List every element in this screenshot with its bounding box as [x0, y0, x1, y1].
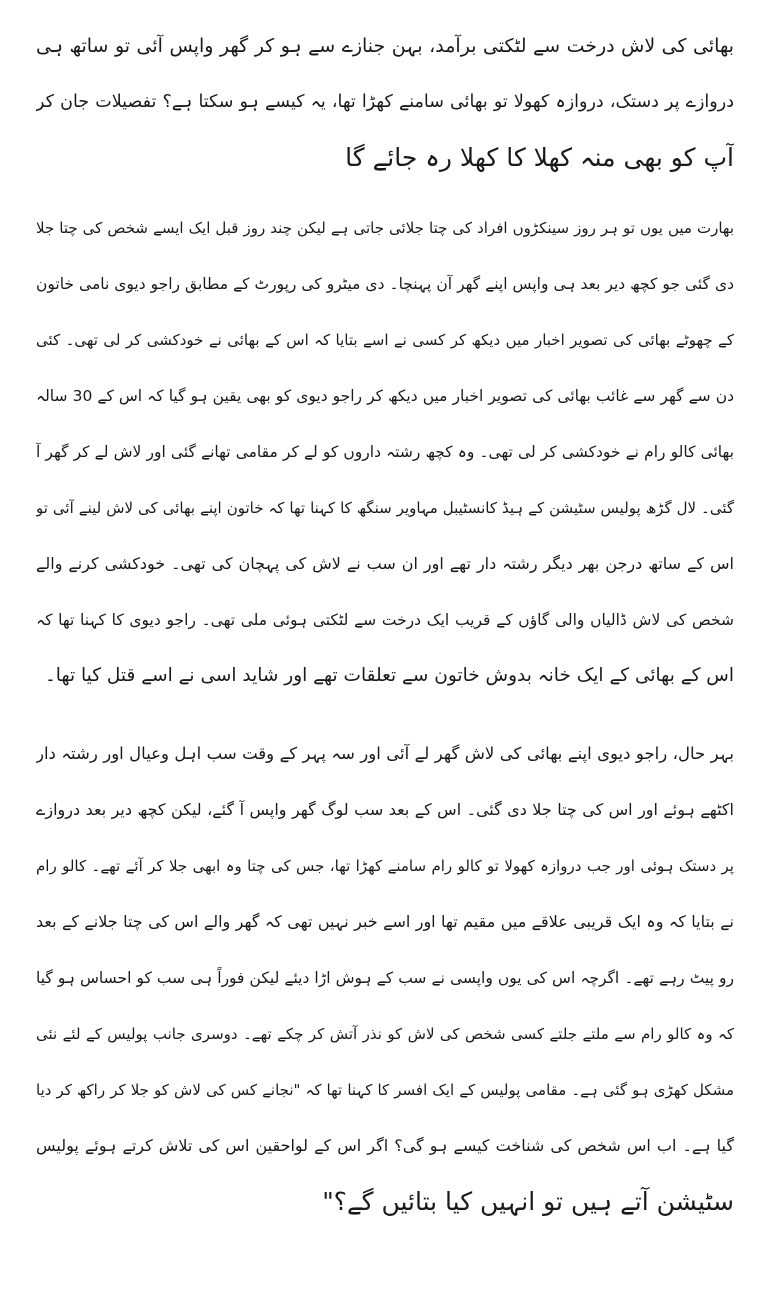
text-line: سٹیشن آتے ہیں تو انہیں کیا بتائیں گے؟" [322, 1187, 734, 1216]
text-line: دروازے پر دستک، دروازہ کھولا تو بھائی سامنے کھڑا تھا، یہ کیسے ہو سکتا ہے؟ تفصیلات جان کر [36, 92, 734, 112]
text-line: مشکل کھڑی ہو گئی ہے۔ مقامی پولیس کے ایک افسر کا کہنا تھا کہ "نجانے کس کی لاش کو جلا کر راکھ کر دیا [36, 1081, 734, 1099]
text-line: آپ کو بھی منہ کھلا کا کھلا رہ جائے گا [345, 143, 734, 172]
text-line: بھائی کی لاش درخت سے لٹکتی برآمد، بہن جنازے سے ہو کر گھر واپس آئی تو ساتھ ہی [36, 35, 734, 57]
text-line: اکٹھے ہوئے اور اس کی چتا جلا دی گئی۔ اس کے بعد سب لوگ گھر واپس آ گئے، لیکن کچھ دیر بعد دروازے [36, 800, 734, 819]
text-line: اس کے بھائی کے ایک خانہ بدوش خاتون سے تعلقات تھے اور شاید اسی نے اسے قتل کیا تھا۔ [44, 665, 734, 686]
text-line: بہر حال، راجو دیوی اپنے بھائی کی لاش گھر لے آئی اور سہ پہر کے وقت سب اہل وعیال اور رشتہ دار [36, 744, 734, 763]
text-line: گیا ہے۔ اب اس شخص کی شناخت کیسے ہو گی؟ اگر اس کے لواحقین اس کی تلاش کرتے ہوئے پولیس [36, 1136, 734, 1155]
text-line: کہ وہ کالو رام سے ملتے جلتے کسی شخص کی لاش کو نذر آتش کر چکے تھے۔ دوسری جانب پولیس کے لئے نئی [36, 1025, 734, 1043]
text-line: رو پیٹ رہے تھے۔ اگرچہ اس کی یوں واپسی نے سب کے ہوش اڑا دیئے لیکن فوراً ہی سب کو احساس ہو گیا [36, 969, 734, 987]
body-paragraph [36, 726, 734, 1230]
headline-paragraph [36, 18, 734, 186]
text-line: کے چھوٹے بھائی کی تصویر اخبار میں دیکھ کر کسی نے اسے بتایا کہ اس کے بھائی نے خودکشی کر لی تھی۔ کئی [36, 331, 734, 349]
text-line: بھارت میں یوں تو ہر روز سینکڑوں افراد کی چتا جلائی جاتی ہے لیکن چند روز قبل ایک ایسے شخص کی چتا جلا [36, 219, 734, 237]
text-line: شخص کی لاش ڈالیاں والی گاؤں کے قریب ایک درخت سے لٹکتی ہوئی ملی تھی۔ راجو دیوی کا کہنا تھا کہ [36, 611, 734, 629]
text-line: اس کے ساتھ درجن بھر دیگر رشتہ دار تھے اور ان سب نے لاش کی پہچان کی تھی۔ خودکشی کرنے والے [36, 554, 734, 573]
text-line: نے بتایا کہ وہ ایک قریبی علاقے میں مقیم تھا اور اسے خبر نہیں تھی کہ گھر والے اس کی چتا جلانے کے بعد [36, 912, 734, 931]
body-paragraph [36, 200, 734, 704]
text-line: بھائی کالو رام نے خودکشی کر لی تھی۔ وہ کچھ رشتہ داروں کو لے کر مقامی تھانے گئی اور لاش لے کر گھر آ [36, 443, 734, 461]
text-line: دی گئی جو کچھ دیر بعد ہی واپس اپنے گھر آن پہنچا۔ دی میٹرو کی رپورٹ کے مطابق راجو دیوی نامی خاتون [36, 275, 734, 293]
text-line: پر دستک ہوئی اور جب دروازہ کھولا تو کالو رام سامنے کھڑا تھا، جس کی چتا وہ ابھی جلا کر آئے تھے۔ کالو رام [36, 857, 734, 875]
text-line: دن سے گھر سے غائب بھائی کی تصویر اخبار میں دیکھ کر راجو دیوی کو بھی یقین ہو گیا کہ اس کے 30 سالہ [36, 387, 734, 405]
text-line: گئی۔ لال گڑھ پولیس سٹیشن کے ہیڈ کانسٹیبل مہاویر سنگھ کا کہنا تھا کہ خاتون اپنے بھائی کی لاش لینے آئی تو [36, 499, 734, 517]
